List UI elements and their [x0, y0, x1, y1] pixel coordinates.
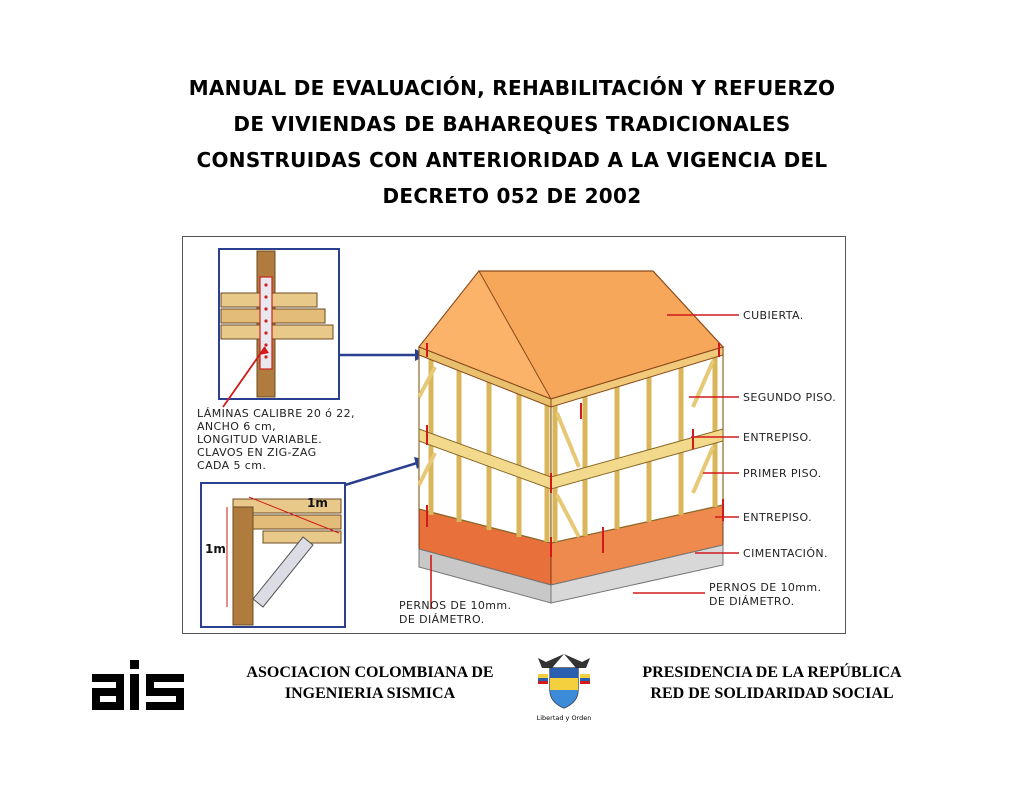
label-cimentacion: CIMENTACIÓN. [743, 547, 828, 560]
dim-horizontal: 1m [307, 496, 328, 510]
title-line-1: MANUAL DE EVALUACIÓN, REHABILITACIÓN Y REFUERZO [188, 76, 836, 100]
org-ais-line-1: ASOCIACION COLOMBIANA DE [246, 664, 494, 681]
cover-illustration [182, 236, 846, 634]
label-cubierta: CUBIERTA. [743, 309, 804, 322]
detail-laminas-box [219, 249, 339, 407]
detail-brace-box [201, 483, 345, 627]
org-presidencia-line-1: PRESIDENCIA DE LA REPÚBLICA [642, 664, 902, 681]
seal-motto: Libertad y Orden [536, 714, 592, 722]
label-pernos-left-2: DE DIÁMETRO. [399, 613, 485, 626]
dim-vertical: 1m [205, 542, 226, 556]
title-line-3: CONSTRUIDAS CON ANTERIORIDAD A LA VIGENCIA DEL [196, 148, 828, 172]
org-presidencia [612, 662, 932, 704]
document-title [112, 70, 912, 214]
house-model [419, 271, 723, 603]
blue-arrows [339, 355, 419, 485]
title-line-4: DECRETO 052 DE 2002 [382, 184, 642, 208]
laminas-line-3: LONGITUD VARIABLE. [197, 433, 323, 446]
laminas-line-2: ANCHO 6 cm, [197, 420, 277, 433]
ais-logo [90, 656, 198, 716]
label-segundo-piso: SEGUNDO PISO. [743, 391, 837, 404]
label-entrepiso-upper: ENTREPISO. [743, 431, 813, 444]
laminas-line-1: LÁMINAS CALIBRE 20 ó 22, [197, 407, 355, 420]
org-ais-line-2: INGENIERIA SISMICA [284, 685, 456, 702]
label-pernos-right-2: DE DIÁMETRO. [709, 595, 795, 608]
colombia-coat-of-arms [532, 650, 596, 726]
org-ais [220, 662, 520, 704]
label-pernos-right-1: PERNOS DE 10mm. [709, 581, 822, 594]
coat-of-arms-icon [532, 650, 596, 722]
laminas-line-5: CADA 5 cm. [197, 459, 267, 472]
laminas-note [197, 407, 355, 472]
label-primer-piso: PRIMER PISO. [743, 467, 822, 480]
laminas-line-4: CLAVOS EN ZIG-ZAG [197, 446, 317, 459]
label-pernos-left-1: PERNOS DE 10mm. [399, 599, 512, 612]
bahareque-house-diagram [183, 237, 845, 633]
org-presidencia-line-2: RED DE SOLIDARIDAD SOCIAL [650, 685, 894, 702]
label-entrepiso-lower: ENTREPISO. [743, 511, 813, 524]
title-line-2: DE VIVIENDAS DE BAHAREQUES TRADICIONALES [233, 112, 791, 136]
ais-logo-mark [90, 656, 198, 712]
